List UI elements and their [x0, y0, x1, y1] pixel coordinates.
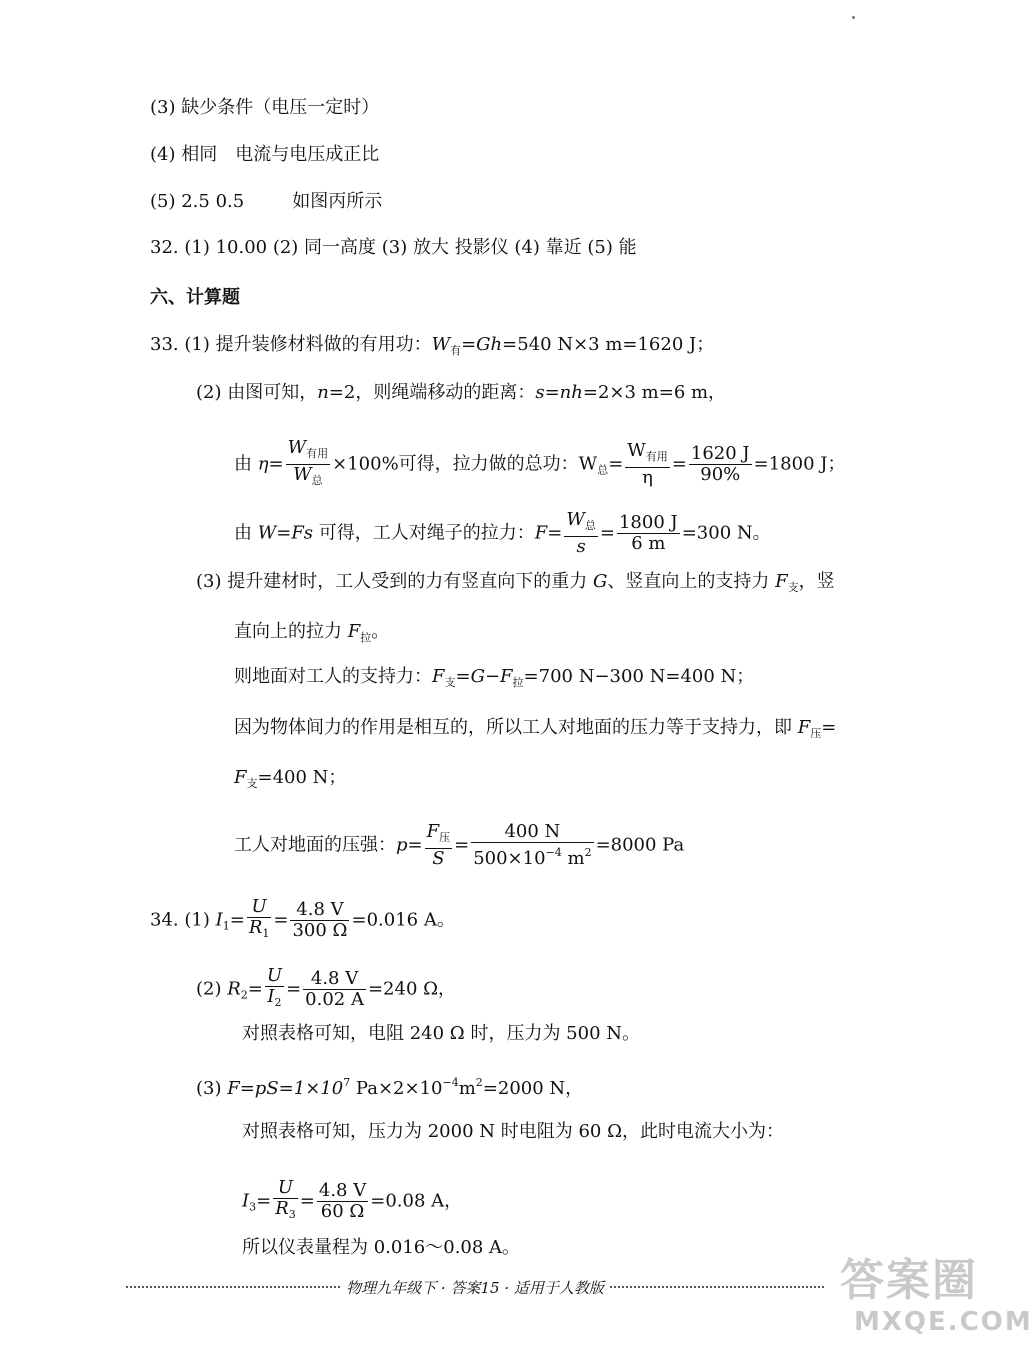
sup-7: 7 — [343, 1076, 351, 1089]
sup-2: 2 — [584, 846, 592, 859]
q33-3-text-a: 由 — [234, 453, 252, 475]
frac-eff-den: W — [293, 464, 312, 485]
q34-4-text-c: m — [458, 1078, 476, 1099]
fraction-ohm-1-values — [290, 900, 349, 941]
frac-eff-num: W — [287, 437, 307, 458]
answer-31-5-b: 如图丙所示 — [292, 191, 383, 212]
equals-sign: = — [608, 453, 624, 475]
fraction-ohm-2-values — [303, 969, 366, 1010]
scan-speck — [852, 16, 855, 19]
q33-8-eq: = — [821, 717, 837, 738]
sub-3: 3 — [249, 1200, 257, 1214]
sym-w: W — [431, 334, 451, 355]
q34-6-result: =0.08 A， — [370, 1190, 463, 1212]
sym-s-nh: s=nh — [535, 382, 583, 403]
frac-o3v-num: 4.8 V — [318, 1180, 367, 1201]
frac-o1-num: U — [247, 897, 272, 918]
equals-sign-2: = — [671, 453, 687, 475]
q33-5-text-b: 、竖直向上的支持力 — [607, 571, 770, 592]
frac-p-den: S — [432, 848, 445, 869]
sub-2-b: 2 — [274, 996, 282, 1009]
q34-1-label: 34. (1) — [150, 909, 210, 931]
fraction-ohm-3 — [273, 1178, 298, 1225]
sub-la-2: 拉 — [512, 676, 524, 689]
answer-33-support — [234, 665, 754, 695]
answer-33-pressure-force — [234, 716, 836, 746]
frac-fv-den: 6 m — [631, 533, 666, 554]
answer-33-3-cont — [234, 620, 389, 650]
answer-33-2 — [196, 381, 726, 405]
sub-1-b: 1 — [262, 927, 270, 940]
sub-zhi-2: 支 — [444, 676, 456, 689]
footer-text: 物理九年级下 · 答案15 · 适用于人教版 — [346, 1278, 604, 1297]
frac-o3-num: U — [273, 1178, 298, 1199]
q33-4-result: =300 N。 — [681, 522, 771, 544]
fraction-pressure — [425, 822, 453, 869]
frac-twv-num: 1620 J — [690, 443, 750, 464]
answer-33-pressure-force-cont — [234, 766, 346, 796]
equals-sign-10: = — [299, 1190, 315, 1212]
equals-sign-5: = — [229, 909, 245, 931]
sym-f-eq: F= — [534, 522, 563, 544]
answer-34-2 — [196, 966, 456, 1013]
frac-pv-num: 400 N — [471, 822, 593, 843]
q33-1-result: =540 N×3 m=1620 J； — [502, 334, 715, 355]
q34-4-result: =2000 N， — [482, 1078, 584, 1099]
frac-twv-den: 90% — [700, 464, 741, 485]
q33-2-text-a: (2) 由图可知， — [196, 382, 318, 403]
frac-pv-unit: m — [561, 848, 585, 869]
frac-o1v-den: 300 Ω — [292, 920, 348, 941]
frac-f-den: s — [576, 536, 586, 557]
fraction-ohm-1 — [247, 897, 272, 944]
sym-g: G — [592, 571, 608, 592]
sup-m4: −4 — [545, 846, 562, 859]
q33-3-text-b: ×100%可得，拉力做的总功： — [332, 453, 579, 475]
page-footer — [120, 1275, 830, 1299]
fraction-pressure-values — [471, 822, 593, 869]
q34-1-result: =0.016 A。 — [351, 909, 455, 931]
sym-p: p= — [396, 834, 423, 856]
answer-33-pressure — [234, 822, 684, 869]
answer-31-4-b: 电流与电压成正比 — [235, 144, 380, 165]
q33-6-text-a: 直向上的拉力 — [234, 621, 342, 642]
q33-9-result: =400 N； — [257, 767, 347, 788]
section-title-calculation: 六、计算题 — [150, 287, 240, 308]
watermark-logo-text: 答案圈 — [840, 1255, 978, 1306]
q33-4-text-b: 可得，工人对绳子的拉力： — [318, 522, 535, 544]
answer-34-3 — [196, 1071, 583, 1101]
sym-g-minus: =G−F — [455, 666, 513, 687]
sub-zong-3: 总 — [584, 519, 596, 532]
answer-34-3-table: 对照表格可知，压力为 2000 N 时电阻为 60 Ω，此时电流大小为： — [242, 1121, 784, 1142]
frac-o1v-num: 4.8 V — [290, 900, 349, 921]
sym-i3: I — [242, 1190, 250, 1212]
answer-33-efficiency — [234, 438, 845, 491]
sub-2: 2 — [240, 988, 248, 1002]
equals-sign-4: = — [454, 834, 470, 856]
sub-ya-2: 压 — [439, 831, 451, 844]
sup-m4-b: −4 — [442, 1076, 459, 1089]
q33-4-text-a: 由 — [234, 522, 252, 544]
q33-1-text: 33. (1) 提升装修材料做的有用功： — [150, 334, 432, 355]
q34-2-label: (2) — [196, 978, 222, 1000]
sub-you: 有 — [450, 344, 462, 357]
fraction-efficiency — [286, 438, 331, 491]
q33-3-result: =1800 J； — [753, 453, 846, 475]
sup-2-b: 2 — [475, 1076, 483, 1089]
sym-f-ps: F=pS=1×10 — [227, 1078, 344, 1099]
answer-31-5 — [150, 190, 382, 214]
answer-31-4 — [150, 143, 379, 167]
sym-w-total: W — [578, 453, 598, 475]
fraction-total-work-values — [689, 444, 752, 485]
frac-o2-num: U — [266, 965, 283, 986]
q33-6-text-b: 。 — [371, 621, 390, 642]
footer-dots-left — [126, 1286, 340, 1288]
answer-34-2-table: 对照表格可知，电阻 240 Ω 时，压力为 500 N。 — [242, 1023, 640, 1044]
fraction-force-values — [617, 513, 680, 554]
sym-i1: I — [215, 909, 223, 931]
answer-31-4-a: (4) 相同 — [150, 144, 218, 165]
sym-w-fs: W=Fs — [257, 522, 314, 544]
sym-f-pull: F — [347, 621, 361, 642]
q33-5-text-c: ，竖 — [798, 571, 835, 592]
answer-33-pull-force — [234, 510, 771, 557]
equals-sign-3: = — [599, 522, 615, 544]
sub-youyong-2: 有用 — [645, 450, 668, 463]
sub-3-b: 3 — [288, 1208, 296, 1221]
answer-34-3-range: 所以仪表量程为 0.016～0.08 A。 — [242, 1237, 521, 1258]
frac-o3v-den: 60 Ω — [320, 1201, 365, 1222]
frac-o2-den: I — [267, 986, 275, 1007]
q33-7-result: =700 N−300 N=400 N； — [523, 666, 755, 687]
frac-o3-den: R — [275, 1198, 289, 1219]
sym-r2: R — [227, 978, 241, 1000]
frac-pv-den: 500×10 — [473, 848, 546, 869]
equals-sign-8: = — [286, 978, 302, 1000]
answer-34-3-current — [242, 1178, 462, 1225]
sub-youyong: 有用 — [306, 447, 329, 460]
equals-sign-6: = — [273, 909, 289, 931]
watermark — [840, 1255, 1033, 1355]
frac-o2v-den: 0.02 A — [305, 989, 364, 1010]
q33-7-text: 则地面对工人的支持力： — [234, 666, 432, 687]
equals-sign-9: = — [256, 1190, 272, 1212]
sub-la: 拉 — [360, 631, 372, 644]
sym-gh: =Gh — [461, 334, 503, 355]
frac-tw-den: η — [642, 467, 653, 488]
sym-f-support: F — [775, 571, 788, 592]
answer-32: 32. (1) 10.00 (2) 同一高度 (3) 放大 投影仪 (4) 靠近 (5) 能 — [150, 237, 637, 258]
sub-zhi: 支 — [787, 581, 799, 594]
frac-o1-den: R — [248, 917, 263, 938]
fraction-ohm-3-values — [317, 1181, 368, 1222]
q34-3-label: (3) — [196, 1078, 222, 1099]
sub-ya: 压 — [810, 727, 822, 740]
sub-zong-2: 总 — [597, 463, 609, 477]
sym-f-support-3: F — [234, 767, 247, 788]
answer-31-5-a: (5) 2.5 0.5 — [150, 191, 245, 212]
answer-33-3 — [196, 570, 835, 600]
q33-10-result: =8000 Pa — [595, 834, 685, 856]
answer-33-1 — [150, 333, 714, 363]
q33-10-text: 工人对地面的压强： — [234, 834, 396, 856]
frac-o2v-num: 4.8 V — [303, 969, 366, 990]
fraction-ohm-2 — [265, 966, 284, 1013]
sub-zhi-3: 支 — [246, 777, 258, 790]
watermark-url: MXQE.COM — [854, 1307, 1033, 1337]
sym-eta: η= — [257, 453, 284, 475]
sym-n: n — [317, 382, 329, 403]
fraction-total-work — [625, 441, 670, 488]
fraction-force — [564, 510, 598, 557]
q33-8-text: 因为物体间力的作用是相互的，所以工人对地面的压力等于支持力，即 — [234, 717, 792, 738]
sym-f-press: F — [797, 717, 811, 738]
q34-4-text-b: Pa×2×10 — [355, 1078, 443, 1099]
q33-2-text-b: =2，则绳端移动的距离： — [328, 382, 536, 403]
answer-31-3: (3) 缺少条件（电压一定时） — [150, 97, 380, 118]
frac-tw-num: W — [627, 440, 646, 461]
footer-dots-right — [610, 1286, 824, 1288]
sub-zong: 总 — [311, 474, 323, 487]
frac-fv-num: 1800 J — [618, 512, 678, 533]
q33-5-text-a: (3) 提升建材时，工人受到的力有竖直向下的重力 — [196, 571, 588, 592]
equals-sign-7: = — [247, 978, 263, 1000]
sub-1: 1 — [222, 919, 230, 933]
q33-2-result: =2×3 m=6 m， — [582, 382, 727, 403]
q34-2-result: =240 Ω， — [367, 978, 457, 1000]
frac-f-num: W — [566, 509, 585, 530]
frac-p-num: F — [426, 821, 440, 842]
sym-f-support-2: F — [432, 666, 445, 687]
answer-34-1 — [150, 897, 455, 944]
